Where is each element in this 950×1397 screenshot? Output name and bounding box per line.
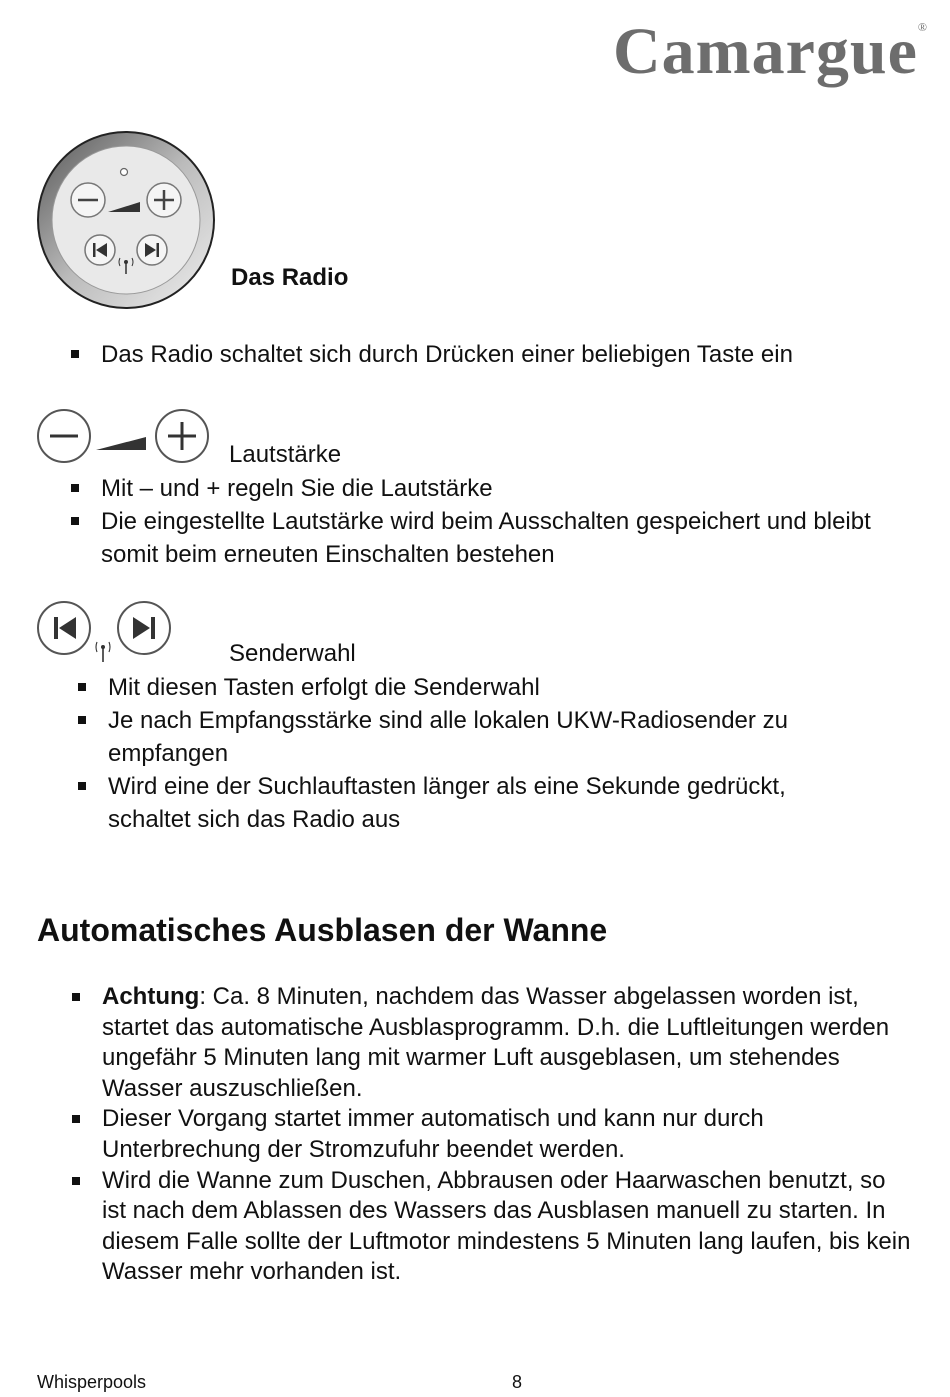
footer-brand: Whisperpools bbox=[37, 1372, 147, 1392]
list-item: Je nach Empfangsstärke sind alle lokalen UKW-Radiosender zu empfangen bbox=[108, 704, 868, 770]
volume-buttons-illustration bbox=[36, 406, 212, 466]
achtung-label: Achtung bbox=[102, 983, 200, 1010]
list-item: Achtung: Ca. 8 Minuten, nachdem das Wasser abgelassen worden ist, startet das automatische Ausblasprogramm. D.h. die Luftleitungen werden ungefähr 5 Minuten lang mit warmer Luft ausgeblasen, um stehendes Wasser auszuschließen. bbox=[102, 982, 914, 1104]
brand-logo: Camargue® bbox=[612, 15, 928, 88]
ausblasen-bullet-list bbox=[102, 982, 914, 1288]
list-item: Mit – und + regeln Sie die Lautstärke bbox=[101, 472, 891, 505]
station-bullet-list bbox=[108, 671, 868, 836]
list-item: Wird eine der Suchlauftasten länger als eine Sekunde gedrückt, schaltet sich das Radio aus bbox=[108, 770, 868, 836]
ausblasen-heading: Automatisches Ausblasen der Wanne bbox=[37, 912, 608, 948]
radio-bullet-list bbox=[101, 338, 921, 371]
station-section-title: Senderwahl bbox=[229, 640, 356, 667]
list-item: Das Radio schaltet sich durch Drücken einer beliebigen Taste ein bbox=[101, 338, 921, 371]
list-item: Mit diesen Tasten erfolgt die Senderwahl bbox=[108, 671, 868, 704]
page-number: 8 bbox=[512, 1372, 523, 1392]
radio-control-panel-illustration bbox=[34, 128, 218, 312]
volume-bullet-list bbox=[101, 472, 891, 571]
volume-section-title: Lautstärke bbox=[229, 441, 342, 468]
station-buttons-illustration bbox=[36, 600, 176, 666]
list-item: Dieser Vorgang startet immer automatisch und kann nur durch Unterbrechung der Stromzufuhr beendet werden. bbox=[102, 1104, 914, 1165]
list-item: Wird die Wanne zum Duschen, Abbrausen oder Haarwaschen benutzt, so ist nach dem Ablassen des Wassers das Ausblasen manuell zu starten. In diesem Falle sollte der Luftmotor mindestens 5 Minuten lang laufen, bis kein Wasser mehr vorhanden ist. bbox=[102, 1166, 914, 1288]
radio-section-title: Das Radio bbox=[231, 264, 349, 291]
list-item: Die eingestellte Lautstärke wird beim Ausschalten gespeichert und bleibt somit beim erneuten Einschalten bestehen bbox=[101, 505, 891, 571]
